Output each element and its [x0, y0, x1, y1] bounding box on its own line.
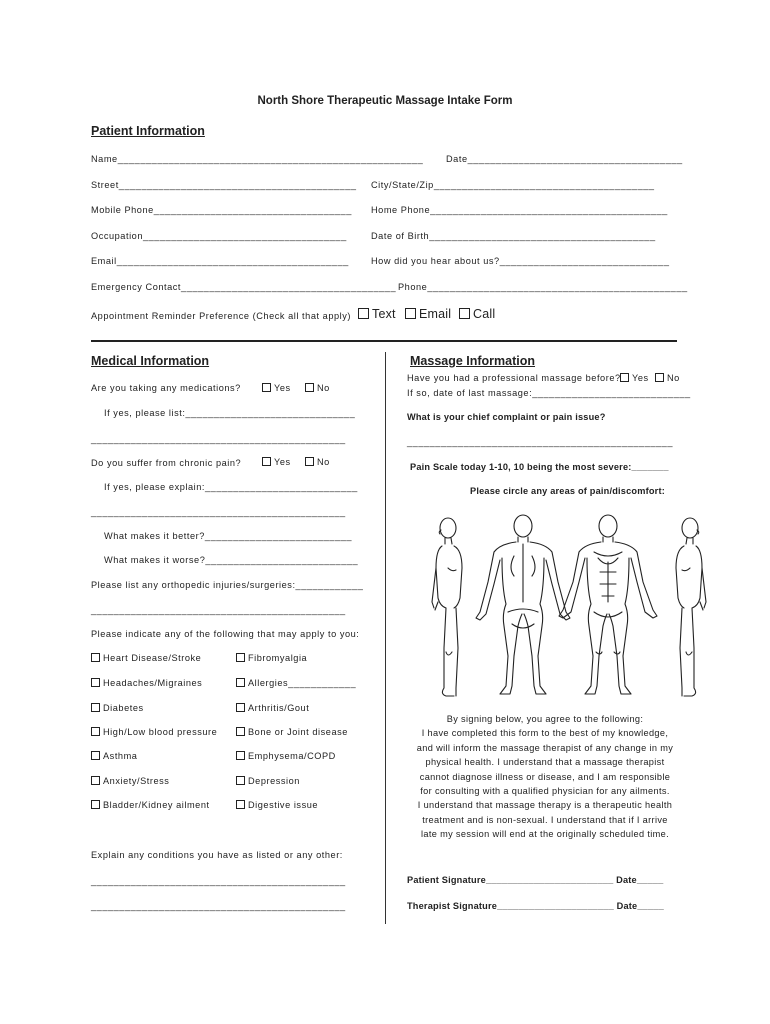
- emergency-contact-field[interactable]: Emergency Contact______________________________________: [91, 282, 397, 292]
- therapist-signature-field[interactable]: Therapist Signature______________________ Date_____: [407, 901, 664, 911]
- body-figure-back[interactable]: [476, 515, 570, 694]
- better-field[interactable]: What makes it better?__________________________: [104, 531, 353, 541]
- checkbox-icon[interactable]: [358, 308, 369, 319]
- medications-list-field[interactable]: If yes, please list:______________________________: [104, 408, 356, 418]
- checkbox-icon[interactable]: [262, 457, 271, 466]
- condition-digestive[interactable]: Digestive issue: [236, 800, 318, 810]
- checkbox-icon[interactable]: [236, 751, 245, 760]
- pain-scale-field[interactable]: Pain Scale today 1-10, 10 being the most severe:_______: [410, 462, 669, 472]
- chronic-pain-explain-field[interactable]: If yes, please explain:___________________________: [104, 482, 358, 492]
- checkbox-icon[interactable]: [91, 727, 100, 736]
- condition-arthritis[interactable]: Arthritis/Gout: [236, 703, 309, 713]
- reminder-option-call[interactable]: Call: [459, 307, 495, 321]
- date-of-birth-field[interactable]: Date of Birth________________________________________: [371, 231, 656, 241]
- body-diagram[interactable]: [428, 512, 718, 704]
- circle-areas-label: Please circle any areas of pain/discomfort:: [470, 486, 665, 496]
- condition-anxiety[interactable]: Anxiety/Stress: [91, 776, 169, 786]
- chronic-pain-blank-line[interactable]: _____________________________________________: [91, 507, 346, 517]
- form-title: North Shore Therapeutic Massage Intake Form: [257, 95, 513, 107]
- checkbox-icon[interactable]: [236, 703, 245, 712]
- condition-depression[interactable]: Depression: [236, 776, 300, 786]
- condition-blood-pressure[interactable]: High/Low blood pressure: [91, 727, 217, 737]
- checkbox-icon[interactable]: [236, 776, 245, 785]
- consent-statement: By signing below, you agree to the following: I have completed this form to the best of my knowledge, and will inform the massage therapist of any change in my physical health. I understand that a massage therapist cannot diagnose illness or disease, and I am responsible for consulting with a qualified physician for any ailments. I understand that massage therapy is a therapeutic health treatment and is non-sexual. I understand that if I arrive late my session will end at the originally scheduled time.: [416, 714, 674, 840]
- checkbox-icon[interactable]: [655, 373, 664, 382]
- medical-info-heading: Medical Information: [91, 354, 210, 368]
- indicate-label: Please indicate any of the following that may apply to you:: [91, 629, 360, 639]
- condition-emphysema[interactable]: Emphysema/COPD: [236, 751, 336, 761]
- checkbox-icon[interactable]: [459, 308, 470, 319]
- column-divider: [385, 352, 386, 924]
- occupation-field[interactable]: Occupation____________________________________: [91, 231, 347, 241]
- name-field[interactable]: Name______________________________________________________: [91, 154, 424, 164]
- checkbox-icon[interactable]: [91, 751, 100, 760]
- body-figure-side-left[interactable]: [432, 518, 462, 696]
- checkbox-icon[interactable]: [305, 383, 314, 392]
- chronic-pain-no[interactable]: No: [305, 457, 330, 467]
- condition-diabetes[interactable]: Diabetes: [91, 703, 144, 713]
- professional-massage-question: Have you had a professional massage before?: [407, 373, 621, 383]
- reminder-label: Appointment Reminder Preference (Check all that apply): [91, 311, 352, 321]
- orthopedic-blank-line[interactable]: _____________________________________________: [91, 605, 346, 615]
- checkbox-icon[interactable]: [262, 383, 271, 392]
- section-divider: [91, 340, 677, 342]
- checkbox-icon[interactable]: [91, 653, 100, 662]
- city-state-zip-field[interactable]: City/State/Zip_______________________________________: [371, 180, 655, 190]
- checkbox-icon[interactable]: [236, 727, 245, 736]
- reminder-option-email[interactable]: Email: [405, 307, 451, 321]
- explain-blank-line-2[interactable]: _____________________________________________: [91, 901, 346, 911]
- chief-complaint-label: What is your chief complaint or pain issue?: [407, 412, 606, 422]
- chronic-pain-question: Do you suffer from chronic pain?: [91, 458, 242, 468]
- reminder-option-text[interactable]: Text: [358, 307, 396, 321]
- home-phone-field[interactable]: Home Phone__________________________________________: [371, 205, 668, 215]
- how-hear-field[interactable]: How did you hear about us?______________________________: [371, 256, 670, 266]
- checkbox-icon[interactable]: [236, 653, 245, 662]
- mobile-phone-field[interactable]: Mobile Phone___________________________________: [91, 205, 352, 215]
- medications-question: Are you taking any medications?: [91, 383, 241, 393]
- checkbox-icon[interactable]: [305, 457, 314, 466]
- checkbox-icon[interactable]: [91, 678, 100, 687]
- date-field[interactable]: Date______________________________________: [446, 154, 683, 164]
- condition-bladder[interactable]: Bladder/Kidney ailment: [91, 800, 210, 810]
- email-field[interactable]: Email_________________________________________: [91, 256, 349, 266]
- patient-info-heading: Patient Information: [91, 124, 205, 138]
- orthopedic-field[interactable]: Please list any orthopedic injuries/surgeries:____________: [91, 580, 364, 590]
- medications-blank-line[interactable]: _____________________________________________: [91, 434, 346, 444]
- condition-headaches[interactable]: Headaches/Migraines: [91, 678, 202, 688]
- chief-complaint-blank-line[interactable]: _______________________________________________: [407, 437, 674, 447]
- explain-conditions-label: Explain any conditions you have as listed or any other:: [91, 850, 343, 860]
- body-figure-front[interactable]: [559, 515, 657, 694]
- medications-no[interactable]: No: [305, 383, 330, 393]
- explain-blank-line-1[interactable]: _____________________________________________: [91, 876, 346, 886]
- checkbox-icon[interactable]: [236, 678, 245, 687]
- condition-allergies[interactable]: Allergies____________: [236, 678, 356, 688]
- professional-massage-yes[interactable]: Yes: [620, 373, 649, 383]
- checkbox-icon[interactable]: [91, 800, 100, 809]
- condition-heart-disease[interactable]: Heart Disease/Stroke: [91, 653, 201, 663]
- condition-bone-joint[interactable]: Bone or Joint disease: [236, 727, 348, 737]
- medications-yes[interactable]: Yes: [262, 383, 291, 393]
- checkbox-icon[interactable]: [620, 373, 629, 382]
- body-figure-side-right[interactable]: [676, 518, 706, 696]
- last-massage-date-field[interactable]: If so, date of last massage:____________________________: [407, 388, 691, 398]
- chronic-pain-yes[interactable]: Yes: [262, 457, 291, 467]
- checkbox-icon[interactable]: [405, 308, 416, 319]
- worse-field[interactable]: What makes it worse?___________________________: [104, 555, 359, 565]
- checkbox-icon[interactable]: [91, 776, 100, 785]
- massage-info-heading: Massage Information: [410, 354, 536, 368]
- condition-asthma[interactable]: Asthma: [91, 751, 137, 761]
- patient-signature-field[interactable]: Patient Signature________________________ Date_____: [407, 875, 664, 885]
- checkbox-icon[interactable]: [236, 800, 245, 809]
- condition-fibromyalgia[interactable]: Fibromyalgia: [236, 653, 307, 663]
- phone-field[interactable]: Phone______________________________________________: [398, 282, 688, 292]
- checkbox-icon[interactable]: [91, 703, 100, 712]
- street-field[interactable]: Street__________________________________________: [91, 180, 357, 190]
- professional-massage-no[interactable]: No: [655, 373, 680, 383]
